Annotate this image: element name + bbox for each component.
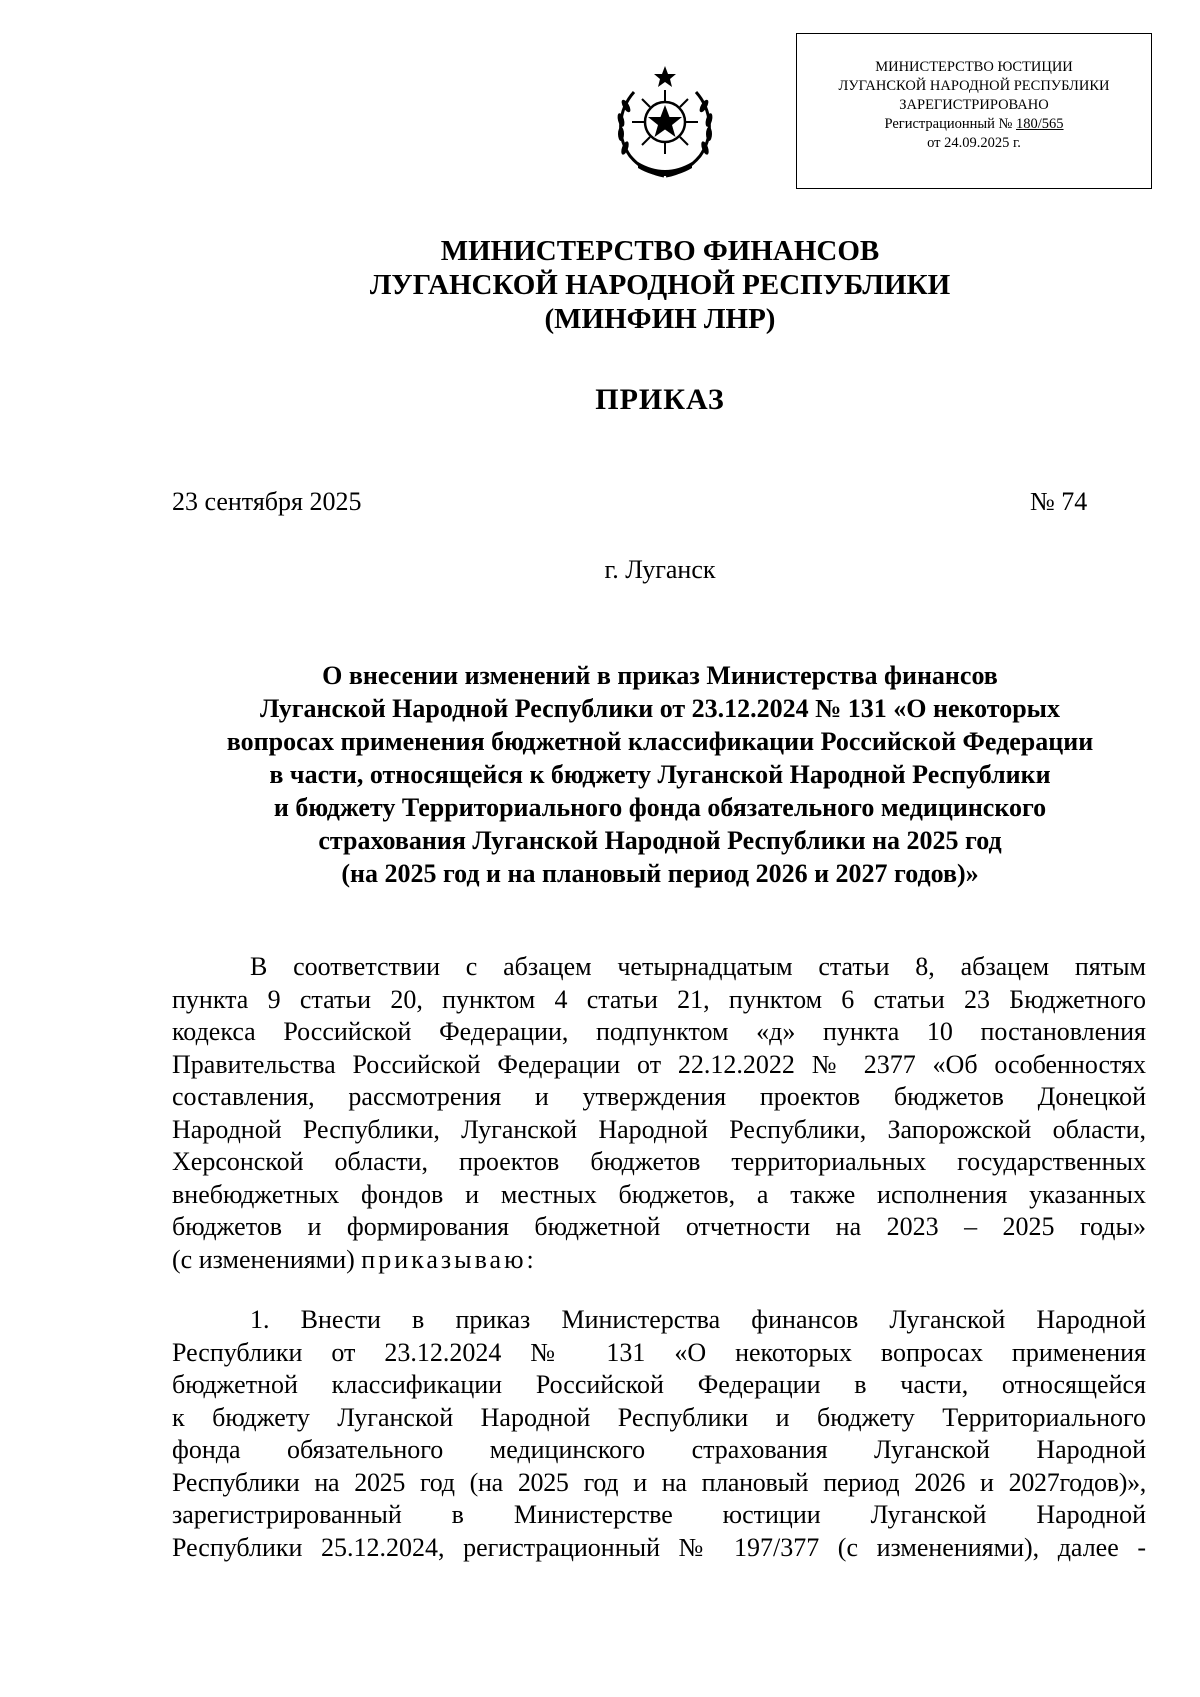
stamp-reg-prefix: Регистрационный № — [884, 116, 1016, 132]
item-1-line: 1. Внести в приказ Министерства финансов Луганской Народной — [250, 1305, 1146, 1334]
item-1-line: зарегистрированный в Министерстве юстиции Луганской Народной — [172, 1500, 1146, 1529]
ministry-line-1: МИНИСТЕРСТВО ФИНАНСОВ — [440, 235, 880, 267]
title-line: вопросах применения бюджетной классификации Российской Федерации — [226, 727, 1094, 756]
title-line: Луганской Народной Республики от 23.12.2024 № 131 «О некоторых — [260, 694, 1060, 723]
order-date: 23 сентября 2025 — [172, 487, 362, 516]
item-1-paragraph — [172, 1304, 1146, 1564]
item-1-line: Республики на 2025 год (на 2025 год и на плановый период 2026 и 2027годов)», — [172, 1467, 1146, 1497]
ministry-line-2: ЛУГАНСКОЙ НАРОДНОЙ РЕСПУБЛИКИ — [369, 269, 951, 301]
title-line: в части, относящейся к бюджету Луганской Народной Республики — [269, 760, 1051, 789]
stamp-line-registered: ЗАРЕГИСТРИРОВАНО — [899, 97, 1049, 113]
ministry-line-3: (МИНФИН ЛНР) — [544, 303, 776, 335]
preamble-line: составления, рассмотрения и утверждения проектов бюджетов Донецкой — [172, 1082, 1146, 1111]
title-line: и бюджету Территориального фонда обязательного медицинского — [273, 793, 1047, 822]
item-1-line: Республики 25.12.2024, регистрационный № 197/377 (с изменениями), далее - — [172, 1532, 1146, 1562]
stamp-line-republic: ЛУГАНСКОЙ НАРОДНОЙ РЕСПУБЛИКИ — [838, 78, 1110, 94]
preamble-line: кодекса Российской Федерации, подпунктом «д» пункта 10 постановления — [172, 1017, 1146, 1046]
stamp-registration-number — [797, 115, 1151, 134]
ministry-heading — [0, 234, 1200, 336]
order-word: приказываю: — [361, 1244, 537, 1274]
title-line: (на 2025 год и на плановый период 2026 и 2027 годов)» — [341, 859, 979, 888]
registration-stamp — [796, 33, 1152, 189]
title-line: О внесении изменений в приказ Министерства финансов — [322, 661, 998, 690]
stamp-reg-number: 180/565 — [1016, 116, 1064, 132]
preamble-line: В соответствии с абзацем четырнадцатым статьи 8, абзацем пятым — [250, 952, 1146, 981]
preamble-paragraph — [172, 951, 1146, 1276]
preamble-clause: (с изменениями) — [172, 1244, 362, 1274]
preamble-line: внебюджетных фондов и местных бюджетов, а также исполнения указанных — [172, 1179, 1146, 1209]
order-number: № 74 — [1030, 487, 1088, 516]
preamble-line: бюджетов и формирования бюджетной отчетности на 2023 – 2025 годы» — [172, 1212, 1146, 1241]
preamble-line: Херсонской области, проектов бюджетов территориальных государственных — [172, 1147, 1146, 1176]
preamble-line: Народной Республики, Луганской Народной Республики, Запорожской области, — [172, 1114, 1146, 1144]
item-1-line: бюджетной классификации Российской Федерации в части, относящейся — [172, 1370, 1146, 1399]
preamble-line-last — [172, 1244, 1146, 1277]
document-type: ПРИКАЗ — [595, 383, 725, 416]
order-city: г. Луганск — [604, 555, 716, 584]
stamp-line-ministry: МИНИСТЕРСТВО ЮСТИЦИИ — [875, 59, 1073, 75]
coat-of-arms-icon — [604, 62, 726, 184]
preamble-line: пункта 9 статьи 20, пунктом 4 статьи 21, пунктом 6 статьи 23 Бюджетного — [172, 984, 1146, 1014]
item-1-line: фонда обязательного медицинского страхования Луганской Народной — [172, 1435, 1146, 1464]
stamp-registration-date: от 24.09.2025 г. — [927, 135, 1021, 151]
item-1-line: Республики от 23.12.2024 № 131 «О некоторых вопросах применения — [172, 1337, 1146, 1367]
title-line: страхования Луганской Народной Республики на 2025 год — [318, 826, 1002, 855]
preamble-line: Правительства Российской Федерации от 22.12.2022 № 2377 «Об особенностях — [172, 1049, 1146, 1079]
order-title — [150, 659, 1170, 890]
item-1-line: к бюджету Луганской Народной Республики и бюджету Территориального — [172, 1402, 1146, 1432]
